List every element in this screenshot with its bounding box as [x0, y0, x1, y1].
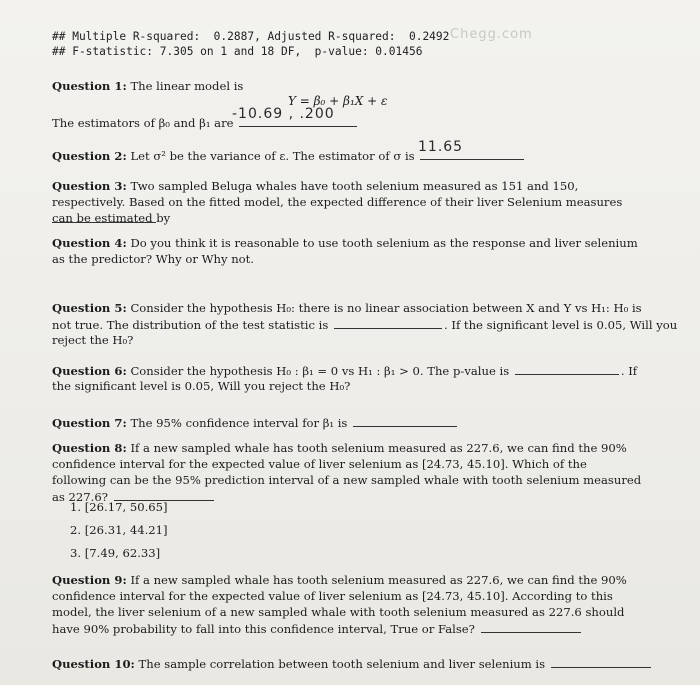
question-7-label: Question 7:: [52, 416, 127, 430]
question-8: [52, 440, 642, 505]
estimators-text: The estimators of β₀ and β₁ are: [52, 116, 234, 130]
r-squared-line: ## Multiple R-squared: 0.2887, Adjusted R-squared: 0.2492: [52, 30, 450, 43]
question-1-text: The linear model is: [130, 79, 244, 93]
question-1-label: Question 1:: [52, 79, 127, 93]
question-5: [52, 300, 642, 316]
question-6-label: Question 6:: [52, 364, 127, 378]
question-10-label: Question 10:: [52, 657, 135, 671]
question-9: [52, 572, 642, 637]
correlation-answer-blank[interactable]: [551, 655, 651, 668]
question-8-label: Question 8:: [52, 441, 127, 455]
question-7-text: The 95% confidence interval for β₁ is: [130, 416, 348, 430]
question-4-text: Do you think it is reasonable to use tooth selenium as the response and liver selenium as the predictor? Why or Why not.: [52, 236, 638, 266]
question-9-text: If a new sampled whale has tooth selenium measured as 227.6, we can find the 90% confidence interval for the expected value of liver selenium as [24.73, 45.10]. According to this model, the liver selenium of a new sampled whale with tooth selenium measured as 227.6 should have 90% probability to fall into this confidence interval, True or False?: [52, 573, 627, 636]
estimators-handwritten-answer: -10.69 , .200: [232, 106, 335, 122]
option-2[interactable]: 2. [26.31, 44.21]: [70, 523, 168, 537]
p-value-answer-blank[interactable]: [515, 362, 619, 375]
f-statistic-line: ## F-statistic: 7.305 on 1 and 18 DF, p-value: 0.01456: [52, 45, 423, 58]
question-6-text-line2: . If: [620, 364, 638, 378]
question-2-label: Question 2:: [52, 149, 127, 163]
question-5-line3: [52, 332, 642, 348]
option-3[interactable]: 3. [7.49, 62.33]: [70, 546, 161, 560]
question-3-label: Question 3:: [52, 179, 127, 193]
question-5-text-line4: reject the H₀?: [52, 333, 134, 347]
difference-answer-blank[interactable]: [52, 210, 156, 223]
question-5-text-line3: . If the significant level is 0.05, Will you: [444, 318, 678, 332]
sigma-handwritten-answer: 11.65: [418, 139, 464, 155]
option-1[interactable]: 1. [26.17, 50.65]: [70, 500, 168, 514]
faint-watermark: Chegg.com: [450, 27, 533, 42]
question-5-text-line1: Consider the hypothesis H₀: there is no linear association between X and Y vs H₁: H₀ is: [130, 301, 642, 315]
distribution-answer-blank[interactable]: [334, 316, 442, 329]
question-5-text-line2: not true. The distribution of the test statistic is: [52, 318, 329, 332]
question-4-label: Question 4:: [52, 236, 127, 250]
question-2-text: Let σ² be the variance of ε. The estimator of σ is: [130, 149, 415, 163]
question-5-line2: [52, 316, 678, 333]
question-6-text-line3: the significant level is 0.05, Will you reject the H₀?: [52, 379, 351, 393]
question-6-text-line1: Consider the hypothesis H₀ : β₁ = 0 vs H₁ : β₁ > 0. The p-value is: [130, 364, 510, 378]
question-7: [52, 414, 642, 431]
confidence-interval-answer-blank[interactable]: [353, 414, 457, 427]
question-3-text: Two sampled Beluga whales have tooth selenium measured as 151 and 150, respectively. Based on the fitted model, the expected difference of their liver Selenium measures can be estimated by: [52, 179, 623, 225]
question-6: [52, 362, 642, 379]
question-1-estimators: [52, 114, 642, 131]
question-10: [52, 655, 642, 672]
question-4: [52, 235, 642, 267]
question-9-label: Question 9:: [52, 573, 127, 587]
question-3-answer-row: [52, 210, 642, 227]
question-5-label: Question 5:: [52, 301, 127, 315]
question-2: [52, 147, 642, 164]
true-false-answer-blank[interactable]: [481, 620, 581, 633]
linear-model-equation: Y = β₀ + β₁X + ε: [288, 94, 388, 108]
question-6-line2: [52, 378, 642, 394]
question-10-text: The sample correlation between tooth selenium and liver selenium is: [138, 657, 546, 671]
question-8-text: If a new sampled whale has tooth selenium measured as 227.6, we can find the 90% confidence interval for the expected value of liver selenium as [24.73, 45.10]. Which of the following can be the 95% prediction interval of a new sampled whale with tooth selenium measured as 227.6?: [52, 441, 642, 504]
question-1: [52, 78, 642, 94]
